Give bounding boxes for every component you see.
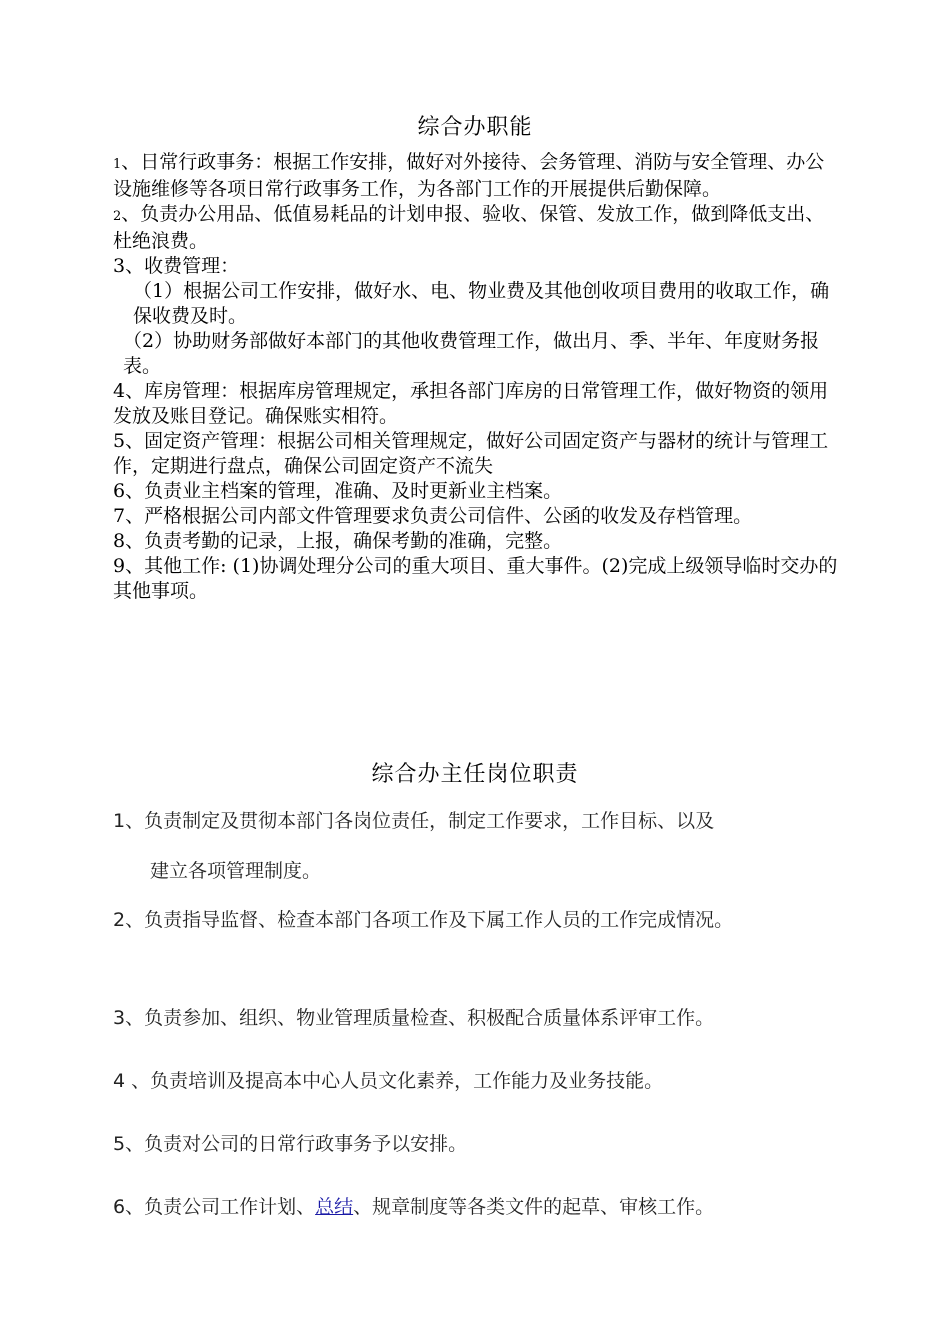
duty-item-5: 5、负责对公司的日常行政事务予以安排。 [113,1133,468,1155]
duty-item-3: 3、负责参加、组织、物业管理质量检查、积极配合质量体系评审工作。 [113,1007,715,1029]
item-number: 1 [113,157,122,172]
function-item-6: 6、负责业主档案的管理，准确、及时更新业主档案。 [113,480,563,502]
duty-item-6: 6、负责公司工作计划、总结、规章制度等各类文件的起草、审核工作。 [113,1196,715,1218]
duty-number: 5 [113,1133,126,1155]
function-item-4: 4、库房管理：根据库房管理规定，承担各部门库房的日常管理工作，做好物资的领用发放及账目登记。确保账实相符。 [113,380,829,427]
function-subitem-3-1: （1）根据公司工作安排，做好水、电、物业费及其他创收项目费用的收取工作，确保收费及时。 [133,280,830,327]
duty-item-2: 2、负责指导监督、检查本部门各项工作及下属工作人员的工作完成情况。 [113,909,734,931]
summary-link[interactable]: 总结 [315,1196,354,1218]
function-item-5: 5、固定资产管理：根据公司相关管理规定，做好公司固定资产与器材的统计与管理工作，定期进行盘点，确保公司固定资产不流失 [113,430,829,477]
section2-title: 综合办主任岗位职责 [371,762,579,787]
section1-body [113,150,838,604]
duty-item-1: 1、负责制定及贯彻本部门各岗位责任，制定工作要求，工作目标、以及 建立各项管理制度。 [113,810,715,882]
function-item-1: 1、日常行政事务：根据工作安排，做好对外接待、会务管理、消防与安全管理、办公设施维修等各项日常行政事务工作，为各部门工作的开展提供后勤保障。 [113,151,825,200]
duty-number: 2 [113,909,126,931]
duty-number: 3 [113,1007,126,1029]
function-item-2: 2、负责办公用品、低值易耗品的计划申报、验收、保管、发放工作，做到降低支出、杜绝浪费。 [113,203,825,252]
function-item-3: 3、收费管理： [113,255,240,277]
function-item-8: 8、负责考勤的记录，上报，确保考勤的准确，完整。 [113,530,563,552]
duty-number: 1 [113,810,126,832]
function-item-7: 7、严格根据公司内部文件管理要求负责公司信件、公函的收发及存档管理。 [113,505,753,527]
function-item-9: 9、其他工作: (1)协调处理分公司的重大项目、重大事件。(2)完成上级领导临时交办的其他事项。 [113,555,838,602]
function-subitem-3-2: （2）协助财务部做好本部门的其他收费管理工作，做出月、季、半年、年度财务报表。 [123,330,820,377]
duty-item-4: 4 、负责培训及提高本中心人员文化素养，工作能力及业务技能。 [113,1070,664,1092]
duty-number: 4 [113,1070,126,1092]
item-number: 2 [113,209,122,224]
duty-number: 6 [113,1196,126,1218]
section1-title: 综合办职能 [417,115,533,140]
